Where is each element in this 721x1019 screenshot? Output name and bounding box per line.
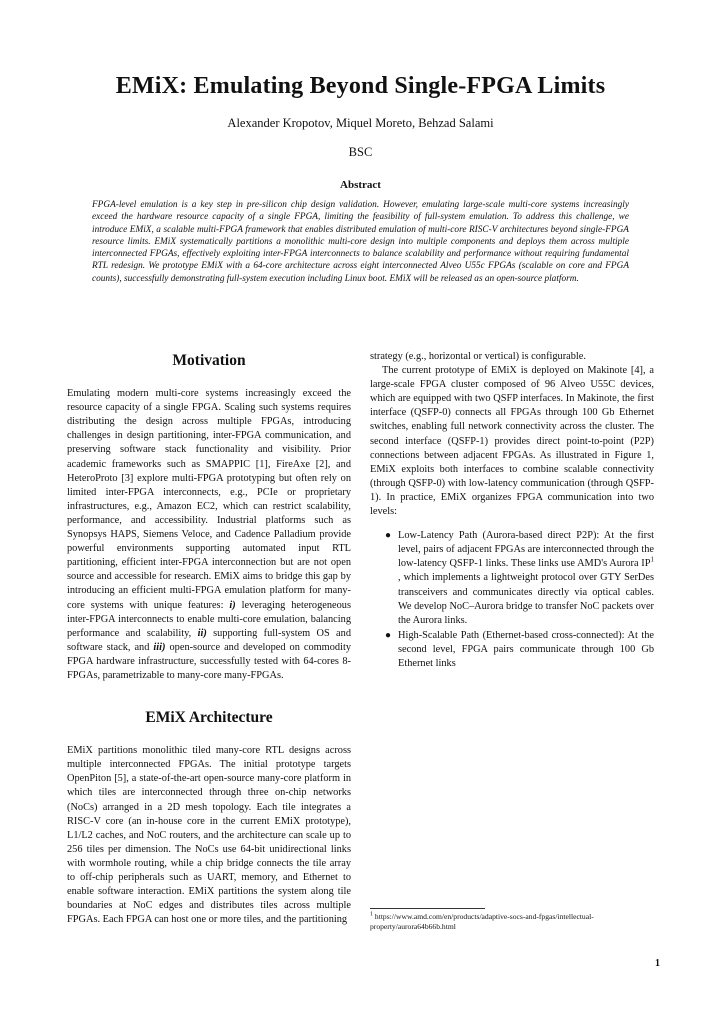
arxiv-identifier-stamp — [6, 290, 66, 690]
motivation-paragraph: Emulating modern multi-core systems increasingly exceed the resource capacity of a single FPGA. Scaling such systems requires distributing the design across multiple FPGAs, introducing challenges in design partitioning, inter-FPGA communication, and preserving software stack functionality and visibility. Prior academic frameworks such as SMAPPIC [1], FireAxe [2], and HeteroProto [3] explore multi-FPGA prototyping but often rely on limited inter-FPGA interconnects, e.g., PCIe or proprietary infrastructures, e.g., Amazon EC2, which can restrict scalability, performance, and accessibility. Industrial platforms such as Synopsys HAPS, Siemens Veloce, and Cadence Palladium provide powerful environments supporting automated input RTL partitioning, efficient inter-FPGA interconnection but are not open source and accessible for research. EMiX aims to bridge this gap by introducing an efficient multi-FPGA emulation platform for many-core systems with unique features: i) leveraging heterogeneous inter-FPGA interconnects to enable multi-core emulation, balancing performance and scalability, ii) supporting full-system OS and software stack, and iii) open-source and developed on commodity FPGA hardware infrastructure, successfully tested with 64-cores 8-FPGAs, parametrizable to many-core many-FPGAs. — [67, 388, 351, 681]
feature-marker-ii: ii) — [197, 627, 207, 639]
list-item-low-latency-path: ● Low-Latency Path (Aurora-based direct P2P): At the first level, pairs of adjacent FPGAs are interconnected through the low-latency QSFP-1 links. These links use AMD's Aurora $IP^1$ , which implements a lightweight protocol over GTY SerDes transceivers and communicates directly via optical cables. We develop NoC–Aurora bridge to transfer NoC packets over the Aurora links. — [385, 530, 654, 626]
bullet-icon: ● — [385, 629, 392, 641]
right-column — [370, 350, 654, 672]
architecture-paragraph-1: EMiX partitions monolithic tiled many-core RTL designs across multiple interconnected FPGAs. The initial prototype targets OpenPiton [5], a state-of-the-art open-source many-core platform in which tiles are interconnected through three on-chip networks (NoCs) arranged in a 2D mesh topology. Each tile integrates a RISC-V core (an in-house core in the current EMiX prototype), L1/L2 caches, and NoC routers, and the architecture can scale up to 256 tiles per dimension. The NoCs use 64-bit unidirectional links with wormhole routing, while a chip bridge connects the tile array to off-chip peripherals such as UART, memory, and Ethernet to enable software interaction. EMiX partitions the system along tile boundaries at NoC edges and distributes tiles across multiple FPGAs. Each FPGA can host one or more tiles, and the partitioning — [67, 745, 351, 926]
affiliation: BSC — [348, 145, 373, 159]
footnote — [370, 912, 654, 932]
footnote-reference: 1 — [650, 555, 654, 564]
list-item-high-scalable-path: ● High-Scalable Path (Ethernet-based cross-connected): At the second level, FPGA pairs communicate through 100 Gb Ethernet links — [385, 629, 654, 669]
footnote-divider — [370, 908, 485, 909]
feature-marker-iii: iii) — [153, 641, 166, 653]
left-column — [67, 350, 351, 927]
page-number: 1 — [655, 958, 660, 969]
paper-title: EMiX: Emulating Beyond Single-FPGA Limits — [115, 73, 606, 99]
abstract-text: FPGA-level emulation is a key step in pre-silicon chip design validation. However, emulating large-scale multi-core systems increasingly exceed the hardware resource capacity of a single FPGA, limiting the feasibility of full-system emulation. To address this challenge, we introduce EMiX, a scalable multi-FPGA framework that enables distributed emulation of multi-core RISC-V architectures beyond single-FPGA resource limits. EMiX systematically partitions a monolithic multi-core design into multiple components and deploys them across multiple interconnected FPGAs, effectively exploiting inter-FPGA interconnects to balance scalability and performance without requiring fundamental RTL redesign. We prototype EMiX with a 64-core architecture across eight interconnected Alveo U55c FPGAs (scalable on core and FPGA counts), successfully demonstrating full-system execution including Linux boot. EMiX will be released as an open-source platform. — [92, 200, 629, 284]
footnote-mark: 1 — [370, 911, 373, 918]
section-heading-motivation: Motivation — [172, 352, 246, 369]
architecture-paragraph-1-continued: strategy (e.g., horizontal or vertical) is configurable. — [370, 351, 586, 362]
architecture-paragraph-2: The current prototype of EMiX is deployed on Makinote [4], a large-scale FPGA cluster composed of 96 Alveo U55C devices, which are equipped with two QSFP interfaces. In Makinote, the first interface (QSFP-0) connects all FPGAs through 100 Gb Ethernet switches, enabling full network connectivity across the cluster. The second interface (QSFP-1) provides direct point-to-point (P2P) connections between adjacent FPGAs. As illustrated in Figure 1, EMiX exploits both interfaces to combine scalable connectivity (through QSFP-0) with low-latency communication (through QSFP-1). In practice, EMiX organizes FPGA communication into two levels: — [370, 365, 654, 518]
footnote-url: https://www.amd.com/en/products/adaptive-socs-and-fpgas/intellectual-property/aurora64b66b.html — [370, 912, 594, 931]
author-list: Alexander Kropotov, Miquel Moreto, Behzad Salami — [227, 116, 494, 130]
communication-levels-list — [370, 529, 654, 671]
section-heading-architecture: EMiX Architecture — [145, 709, 273, 727]
feature-marker-i: i) — [229, 599, 236, 611]
abstract-heading: Abstract — [340, 179, 381, 191]
bullet-icon: ● — [385, 530, 392, 542]
